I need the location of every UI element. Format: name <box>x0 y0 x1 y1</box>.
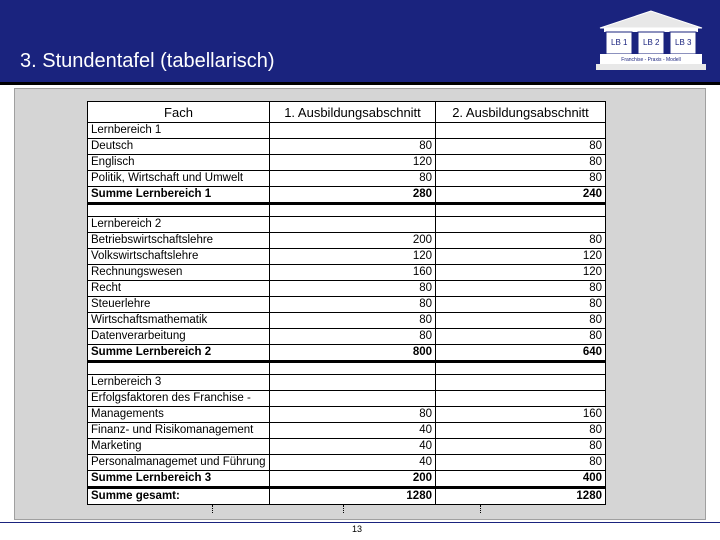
table-row <box>88 217 606 233</box>
table-row <box>88 281 606 297</box>
cell-fach: Lernbereich 3 <box>88 375 270 391</box>
cell-fach: Lernbereich 2 <box>88 217 270 233</box>
header-abschnitt-2: 2. Ausbildungsabschnitt <box>436 102 606 123</box>
cell-fach: Lernbereich 1 <box>88 123 270 139</box>
cell-fach: Erfolgsfaktoren des Franchise - <box>88 391 270 407</box>
cell-abschnitt-2: 80 <box>436 233 606 249</box>
cell-fach: Steuerlehre <box>88 297 270 313</box>
cell-abschnitt-2 <box>436 362 606 375</box>
cell-fach: Betriebswirtschaftslehre <box>88 233 270 249</box>
header-divider <box>0 82 720 85</box>
cell-fach: Finanz- und Risikomanagement <box>88 423 270 439</box>
table-row <box>88 123 606 139</box>
cell-abschnitt-1 <box>270 123 436 139</box>
cell-fach: Deutsch <box>88 139 270 155</box>
cell-fach: Summe gesamt: <box>88 488 270 505</box>
logo-label-lb1: LB 1 <box>611 38 628 47</box>
table-row <box>88 249 606 265</box>
table-row <box>88 471 606 488</box>
cell-fach: Volkswirtschaftslehre <box>88 249 270 265</box>
cell-abschnitt-2: 640 <box>436 345 606 362</box>
table-row <box>88 345 606 362</box>
cell-abschnitt-1: 80 <box>270 297 436 313</box>
cell-fach: Summe Lernbereich 2 <box>88 345 270 362</box>
cell-fach: Marketing <box>88 439 270 455</box>
cell-abschnitt-2: 120 <box>436 249 606 265</box>
cell-abschnitt-1: 80 <box>270 139 436 155</box>
cell-abschnitt-2 <box>436 204 606 217</box>
table-row <box>88 375 606 391</box>
cell-fach: Datenverarbeitung <box>88 329 270 345</box>
table-row <box>88 488 606 505</box>
cell-abschnitt-1: 80 <box>270 313 436 329</box>
header-fach: Fach <box>88 102 270 123</box>
cell-fach <box>88 362 270 375</box>
cell-abschnitt-1: 200 <box>270 471 436 488</box>
cell-abschnitt-2 <box>436 123 606 139</box>
cell-fach: Summe Lernbereich 3 <box>88 471 270 488</box>
header-abschnitt-1: 1. Ausbildungsabschnitt <box>270 102 436 123</box>
cell-fach: Rechnungswesen <box>88 265 270 281</box>
cell-abschnitt-1: 80 <box>270 171 436 187</box>
cell-fach: Managements <box>88 407 270 423</box>
cell-abschnitt-2: 120 <box>436 265 606 281</box>
cell-abschnitt-2: 80 <box>436 329 606 345</box>
table-row <box>88 155 606 171</box>
cell-abschnitt-2: 80 <box>436 455 606 471</box>
spacer-row <box>88 204 606 217</box>
cell-fach: Wirtschaftsmathematik <box>88 313 270 329</box>
table-row <box>88 329 606 345</box>
footer-divider <box>0 522 720 523</box>
table-row <box>88 407 606 423</box>
cell-abschnitt-1: 160 <box>270 265 436 281</box>
cell-abschnitt-2 <box>436 375 606 391</box>
table-row <box>88 439 606 455</box>
cell-abschnitt-1: 120 <box>270 249 436 265</box>
cell-fach: Personalmanagemet und Führung <box>88 455 270 471</box>
table-row <box>88 171 606 187</box>
table-row <box>88 455 606 471</box>
cell-abschnitt-1 <box>270 375 436 391</box>
cell-abschnitt-1 <box>270 217 436 233</box>
temple-logo <box>596 10 706 76</box>
cell-abschnitt-1: 40 <box>270 455 436 471</box>
table-row <box>88 233 606 249</box>
page-title: 3. Stundentafel (tabellarisch) <box>20 50 275 72</box>
spacer-row <box>88 362 606 375</box>
cell-abschnitt-2: 80 <box>436 171 606 187</box>
cell-fach: Summe Lernbereich 1 <box>88 187 270 204</box>
cell-abschnitt-1: 120 <box>270 155 436 171</box>
cell-abschnitt-1 <box>270 362 436 375</box>
cell-abschnitt-1: 280 <box>270 187 436 204</box>
table-row <box>88 187 606 204</box>
cell-abschnitt-2: 240 <box>436 187 606 204</box>
cell-abschnitt-1 <box>270 204 436 217</box>
table-row <box>88 265 606 281</box>
cell-abschnitt-1: 1280 <box>270 488 436 505</box>
cell-abschnitt-2: 80 <box>436 155 606 171</box>
cell-abschnitt-1: 40 <box>270 439 436 455</box>
page-number: 13 <box>352 524 363 534</box>
cell-fach: Recht <box>88 281 270 297</box>
cell-abschnitt-2: 400 <box>436 471 606 488</box>
cell-abschnitt-1: 800 <box>270 345 436 362</box>
logo-label-lb2: LB 2 <box>643 38 660 47</box>
table-header-row <box>88 102 606 123</box>
cell-abschnitt-1 <box>270 391 436 407</box>
table-row <box>88 139 606 155</box>
cell-abschnitt-2: 80 <box>436 439 606 455</box>
cell-abschnitt-2: 80 <box>436 423 606 439</box>
stundentafel-table <box>87 101 606 505</box>
cell-fach: Politik, Wirtschaft und Umwelt <box>88 171 270 187</box>
cell-abschnitt-2: 80 <box>436 313 606 329</box>
table-row <box>88 391 606 407</box>
cell-abschnitt-1: 80 <box>270 281 436 297</box>
dotted-marker <box>343 505 346 513</box>
logo-subtitle: Franchise - Praxis - Modell <box>621 57 681 63</box>
cell-abschnitt-1: 40 <box>270 423 436 439</box>
cell-abschnitt-2: 80 <box>436 297 606 313</box>
cell-abschnitt-1: 80 <box>270 329 436 345</box>
cell-abschnitt-2: 1280 <box>436 488 606 505</box>
cell-abschnitt-2 <box>436 217 606 233</box>
cell-fach: Englisch <box>88 155 270 171</box>
table-row <box>88 423 606 439</box>
dotted-marker <box>212 505 215 513</box>
cell-abschnitt-1: 80 <box>270 407 436 423</box>
dotted-marker <box>480 505 483 513</box>
cell-abschnitt-2 <box>436 391 606 407</box>
cell-abschnitt-2: 160 <box>436 407 606 423</box>
cell-abschnitt-2: 80 <box>436 139 606 155</box>
cell-fach <box>88 204 270 217</box>
cell-abschnitt-1: 200 <box>270 233 436 249</box>
table-row <box>88 313 606 329</box>
table-row <box>88 297 606 313</box>
logo-label-lb3: LB 3 <box>675 38 692 47</box>
cell-abschnitt-2: 80 <box>436 281 606 297</box>
